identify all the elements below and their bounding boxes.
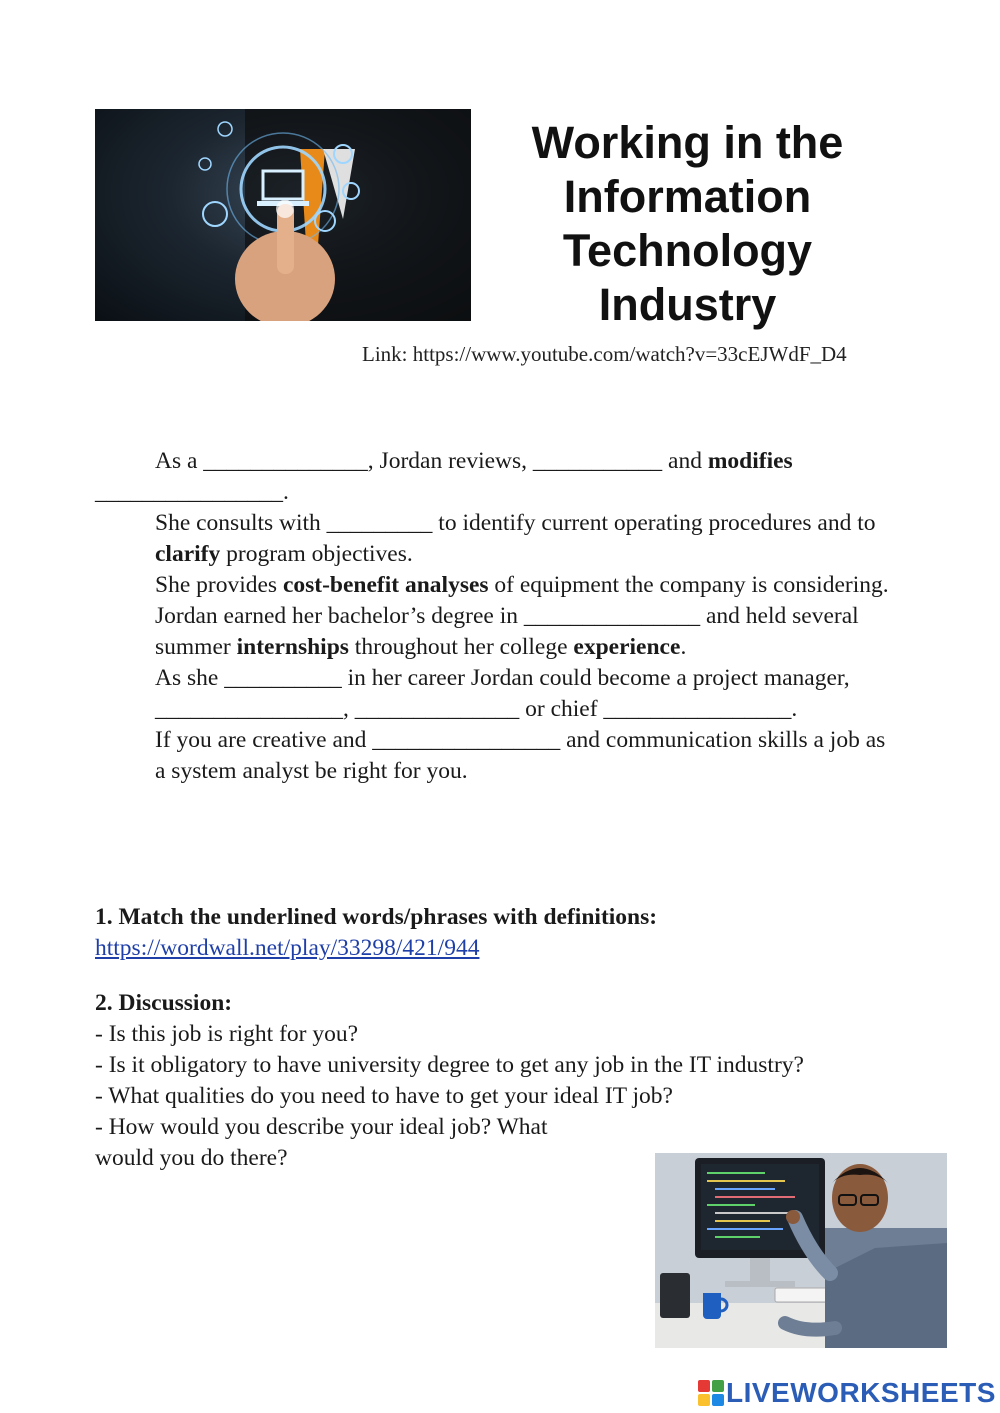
video-link[interactable]: Link: https://www.youtube.com/watch?v=33cEJWdF_D4 bbox=[362, 342, 847, 366]
discussion-question: - What qualities do you need to have to get your ideal IT job? bbox=[95, 1083, 673, 1109]
passage-paragraph-2: She consults with _________ to identify current operating procedures and to clarify program objectives. bbox=[155, 510, 876, 567]
brand-logo-icon bbox=[698, 1380, 724, 1406]
developer-at-desk-illustration bbox=[655, 1153, 947, 1348]
page-title: Working in the Information Technology Industry bbox=[531, 117, 844, 330]
task-2 bbox=[95, 988, 915, 1174]
passage-paragraph-6: If you are creative and ________________ and communication skills a job as a system analyst be right for you. bbox=[155, 727, 886, 784]
technology-touch-illustration bbox=[95, 109, 471, 321]
passage-paragraph-3: She provides cost-benefit analyses of equipment the company is considering. bbox=[155, 572, 889, 598]
developer-photo bbox=[655, 1153, 947, 1348]
liveworksheets-logo bbox=[698, 1376, 996, 1410]
discussion-question: - Is it obligatory to have university degree to get any job in the IT industry? bbox=[95, 1052, 804, 1078]
reading-passage bbox=[95, 446, 895, 787]
wordwall-link[interactable]: https://wordwall.net/play/33298/421/944 bbox=[95, 935, 480, 961]
passage-paragraph-4: Jordan earned her bachelor’s degree in _______________ and held several summer internships throughout her college experience. bbox=[155, 603, 859, 660]
task-1 bbox=[95, 902, 915, 964]
passage-paragraph-5: As she __________ in her career Jordan could become a project manager, ________________, ______________ or chief ________________. bbox=[155, 665, 850, 722]
brand-name: LIVEWORKSHEETS bbox=[726, 1377, 996, 1408]
discussion-question: - How would you describe your ideal job? What bbox=[95, 1114, 548, 1140]
task-2-heading: 2. Discussion: bbox=[95, 990, 233, 1016]
passage-paragraph-1: As a ______________, Jordan reviews, ___________ and modifies ________________. bbox=[95, 448, 793, 505]
header-image bbox=[95, 109, 471, 321]
discussion-question: would you do there? bbox=[95, 1145, 288, 1171]
task-1-heading: 1. Match the underlined words/phrases with definitions: bbox=[95, 904, 658, 930]
discussion-question: - Is this job is right for you? bbox=[95, 1021, 359, 1047]
